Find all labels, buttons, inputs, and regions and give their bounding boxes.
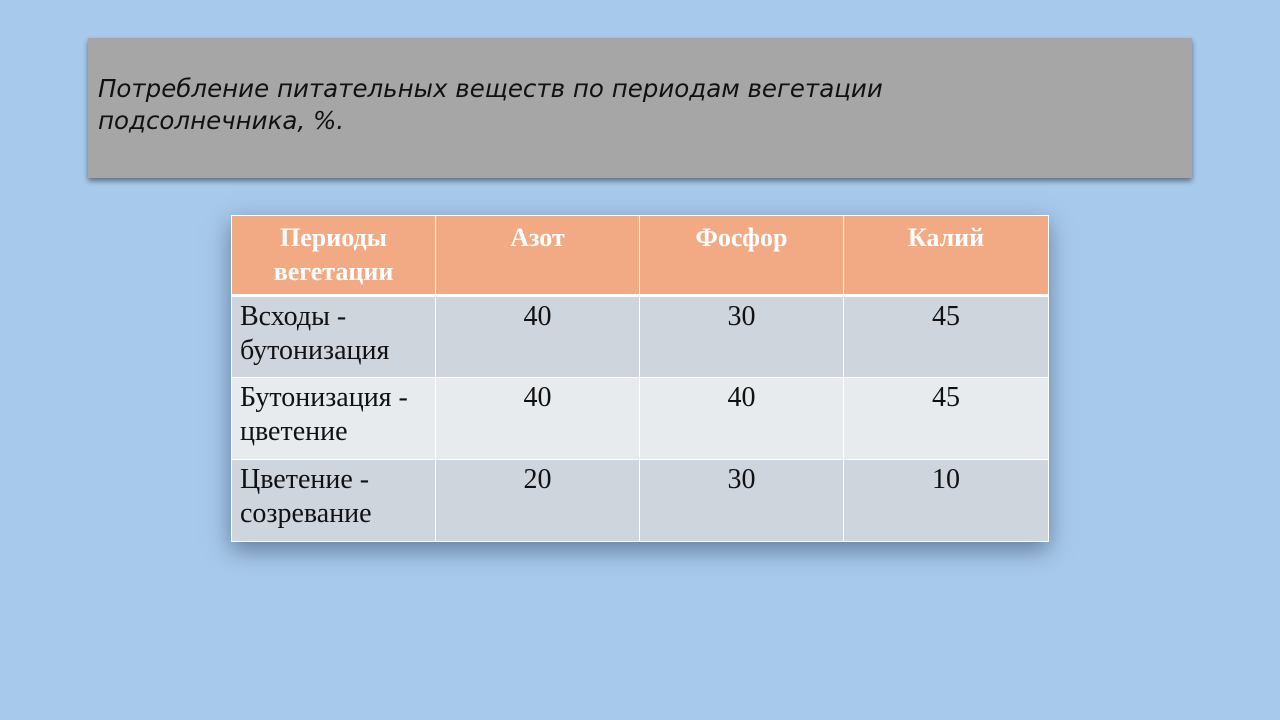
slide-title: Потребление питательных веществ по периодам вегетации подсолнечника, %. — [98, 74, 883, 135]
table-row — [232, 460, 1049, 542]
potassium-cell: 45 — [844, 378, 1049, 460]
nitrogen-cell: 40 — [436, 296, 640, 378]
nitrogen-cell: 40 — [436, 378, 640, 460]
title-box — [88, 38, 1192, 178]
nitrogen-cell: 20 — [436, 460, 640, 542]
table-row — [232, 378, 1049, 460]
header-nitrogen: Азот — [436, 216, 640, 296]
phosphorus-cell: 30 — [640, 460, 844, 542]
table-header-row — [232, 216, 1049, 296]
period-cell: Всходы - бутонизация — [232, 296, 436, 378]
nutrient-table-container — [231, 215, 1048, 542]
phosphorus-cell: 30 — [640, 296, 844, 378]
phosphorus-cell: 40 — [640, 378, 844, 460]
table-row — [232, 296, 1049, 378]
period-cell: Бутонизация - цветение — [232, 378, 436, 460]
header-phosphorus: Фосфор — [640, 216, 844, 296]
header-potassium: Калий — [844, 216, 1049, 296]
nutrient-table — [231, 215, 1049, 542]
potassium-cell: 10 — [844, 460, 1049, 542]
period-cell: Цветение - созревание — [232, 460, 436, 542]
potassium-cell: 45 — [844, 296, 1049, 378]
header-periods: Периоды вегетации — [232, 216, 436, 296]
